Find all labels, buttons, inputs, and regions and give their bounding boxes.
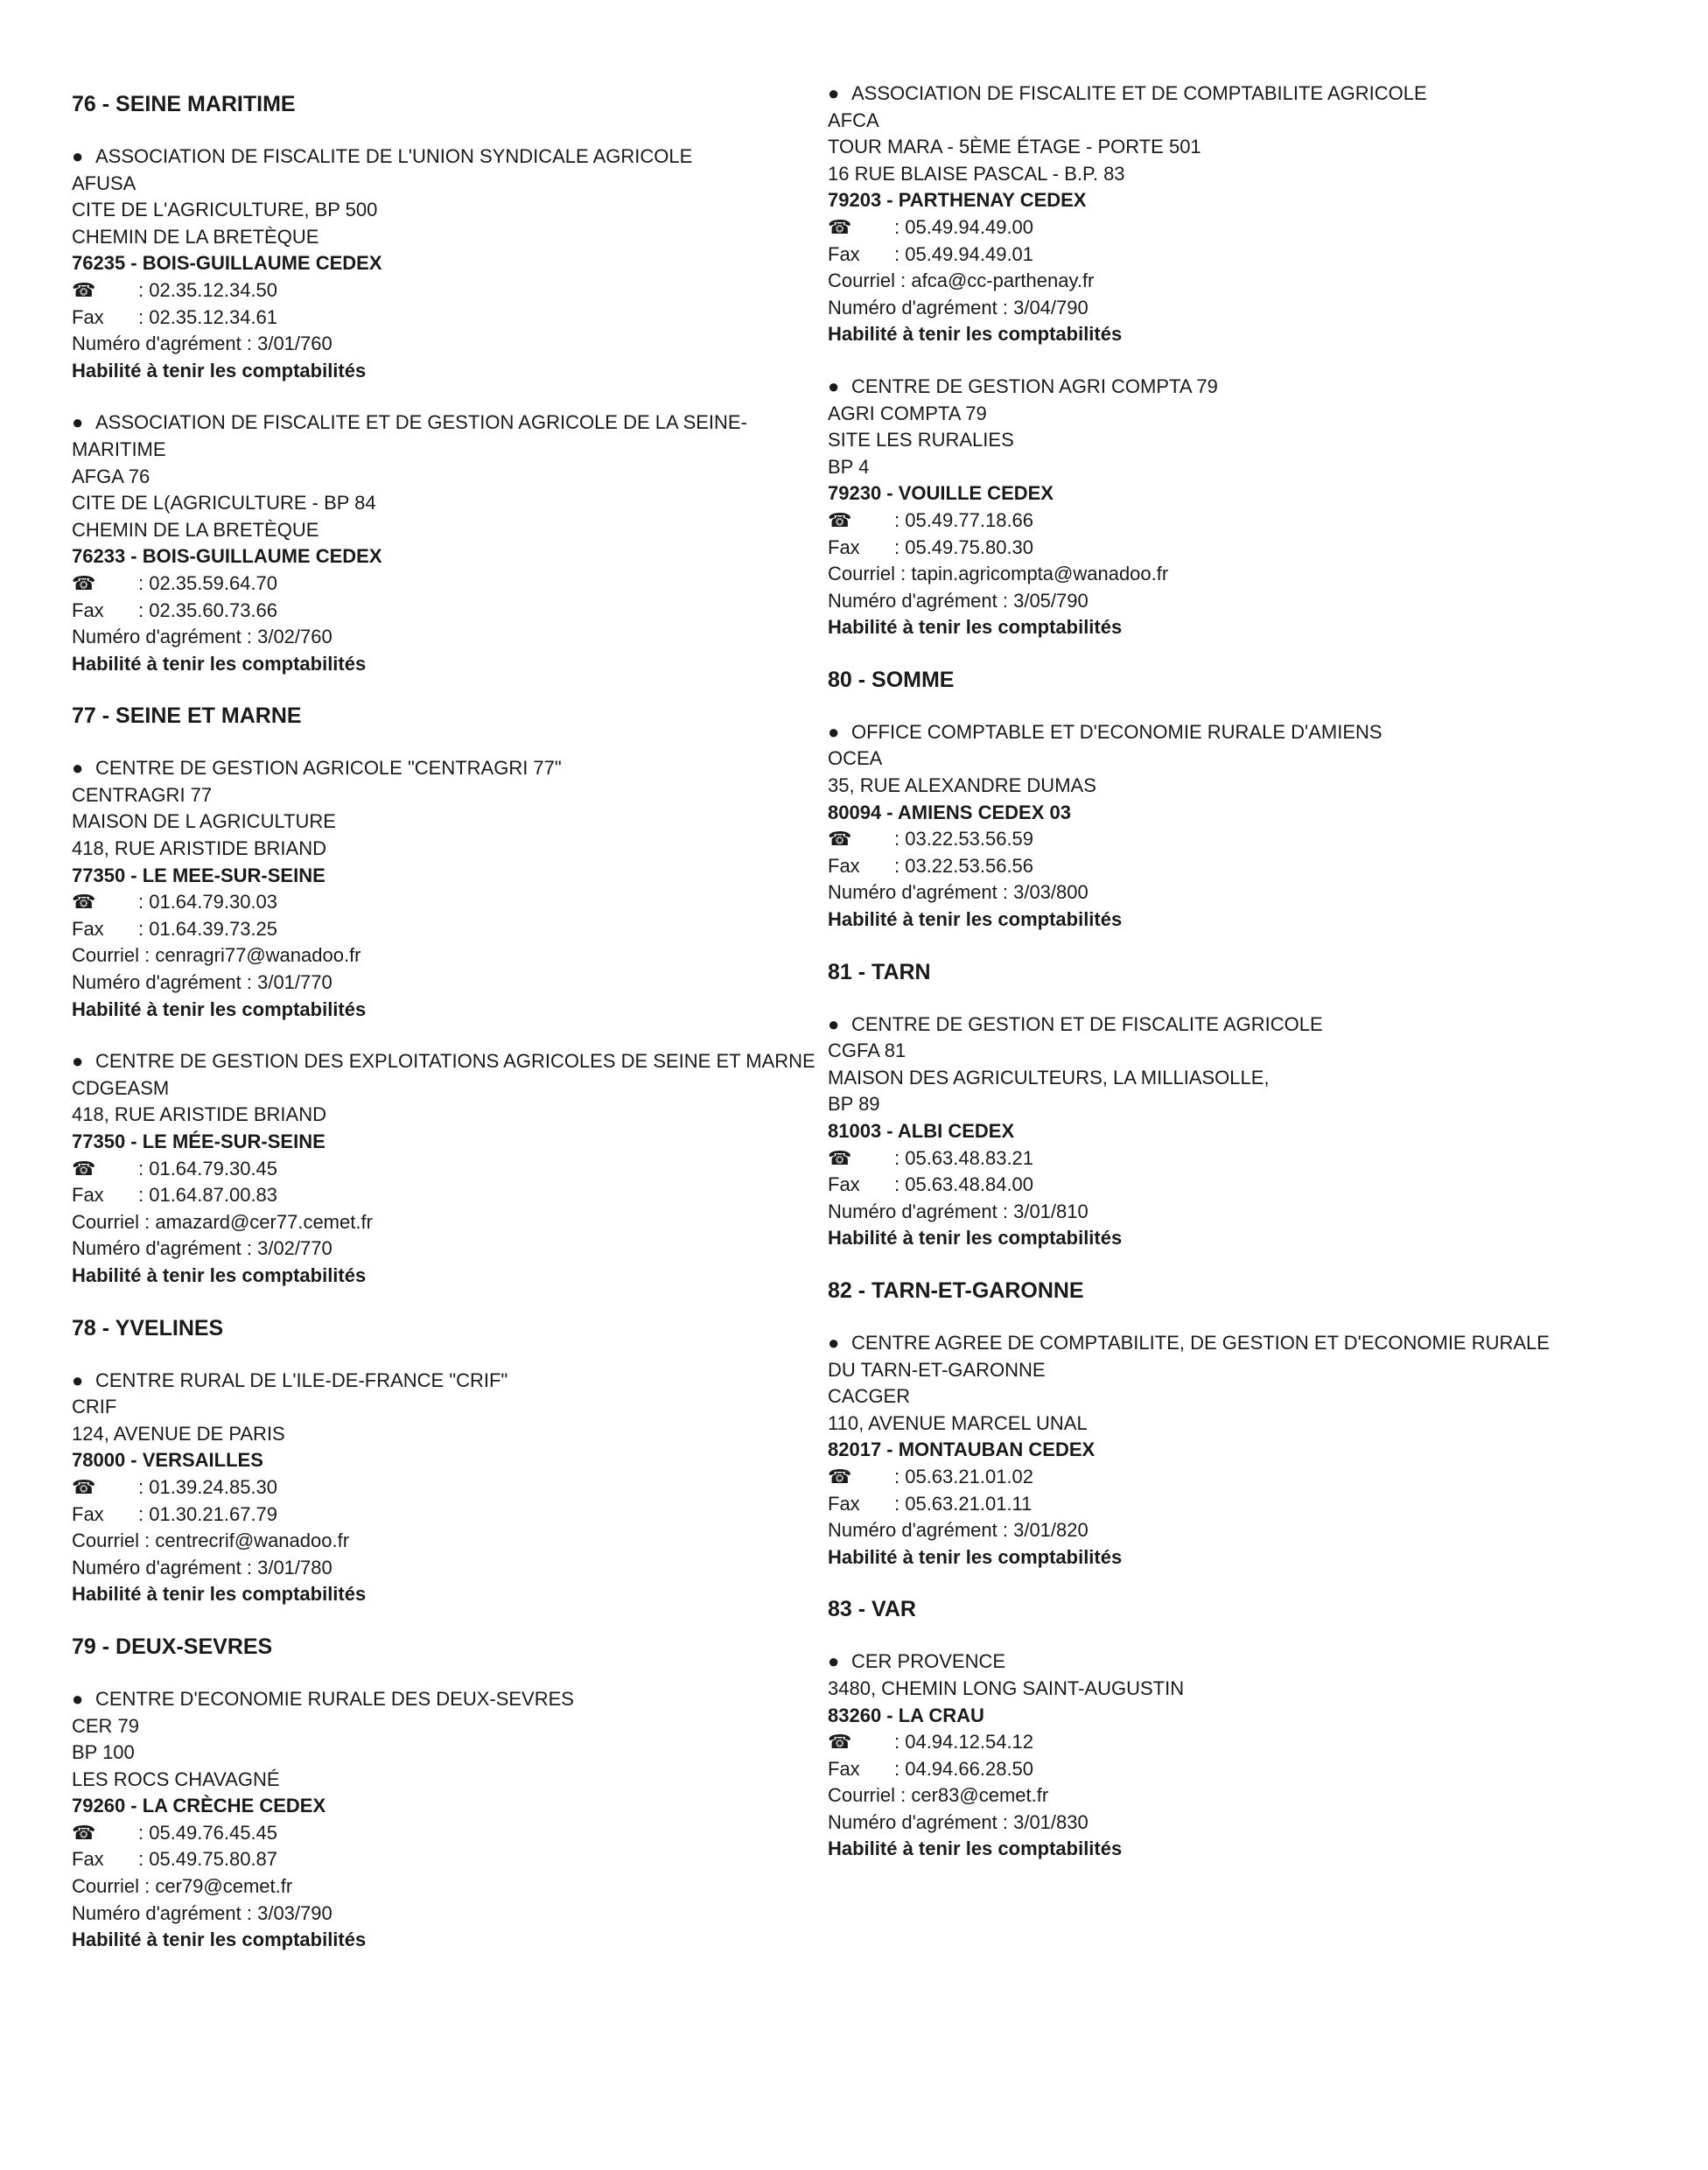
agrement-number: 3/02/760: [257, 626, 332, 648]
phone-number: : 01.39.24.85.30: [138, 1475, 278, 1498]
email-address[interactable]: tapin.agricompta@wanadoo.fr: [911, 563, 1169, 585]
department-heading: 80 - SOMME: [828, 667, 955, 692]
organization-name: [72, 1368, 816, 1395]
bullet-icon: ●: [72, 411, 84, 434]
organization-name: [828, 374, 1572, 401]
organization-name-text: ASSOCIATION DE FISCALITE ET DE COMPTABILITE AGRICOLE: [851, 82, 1427, 104]
organization-entry: [72, 1048, 816, 1289]
fax-label: Fax: [72, 1184, 104, 1207]
address-line: MAISON DE L AGRICULTURE: [72, 810, 336, 833]
department-section: [72, 1315, 816, 1608]
agrement-number: 3/01/830: [1013, 1810, 1088, 1833]
agrement-label: Numéro d'agrément :: [828, 881, 1008, 904]
agrement-number: 3/02/770: [257, 1237, 332, 1260]
address-line: MAISON DES AGRICULTEURS, LA MILLIASOLLE,: [828, 1066, 1270, 1088]
phone-icon: ☎: [72, 1157, 96, 1180]
organization-name: [72, 410, 816, 463]
fax-number: : 05.49.75.80.30: [894, 536, 1034, 558]
postal-city: 83260 - LA CRAU: [828, 1704, 984, 1726]
agrement-label: Numéro d'agrément :: [72, 971, 252, 994]
email-line: [828, 561, 1572, 588]
postal-city: 79260 - LA CRÈCHE CEDEX: [72, 1795, 326, 1817]
postal-city: 79203 - PARTHENAY CEDEX: [828, 189, 1087, 212]
department-section: [72, 91, 816, 677]
agrement-label: Numéro d'agrément :: [828, 296, 1008, 318]
fax-line: [828, 1172, 1572, 1199]
agrement-number: 3/01/760: [257, 332, 332, 355]
bullet-icon: ●: [828, 1650, 840, 1673]
phone-line: [828, 508, 1572, 535]
address-line: TOUR MARA - 5ÈME ÉTAGE - PORTE 501: [828, 136, 1201, 158]
organization-entry: [828, 1012, 1572, 1252]
department-section: [72, 1634, 816, 1954]
habilite-statement: Habilité à tenir les comptabilités: [72, 1928, 367, 1951]
habilite-statement: Habilité à tenir les comptabilités: [828, 323, 1123, 346]
postal-city: 81003 - ALBI CEDEX: [828, 1120, 1015, 1142]
agrement-label: Numéro d'agrément :: [828, 1519, 1008, 1542]
organization-name-text: CER PROVENCE: [851, 1650, 1006, 1673]
address-lines: [72, 464, 816, 544]
organization-entry: [828, 1648, 1572, 1863]
address-lines: [828, 1038, 1572, 1118]
address-line: 124, AVENUE DE PARIS: [72, 1422, 285, 1445]
address-lines: [72, 1075, 816, 1129]
department-section: [828, 1596, 1572, 1863]
fax-line: [828, 535, 1572, 562]
postal-city: 79230 - VOUILLE CEDEX: [828, 482, 1054, 505]
organization-entry: [828, 1330, 1572, 1571]
address-line: 35, RUE ALEXANDRE DUMAS: [828, 774, 1096, 797]
agrement-label: Numéro d'agrément :: [72, 1237, 252, 1260]
email-label: Courriel :: [72, 1530, 150, 1552]
habilite-statement: Habilité à tenir les comptabilités: [828, 908, 1123, 931]
fax-number: : 02.35.12.34.61: [138, 305, 278, 328]
phone-icon: ☎: [828, 508, 852, 531]
department-section: [828, 959, 1572, 1252]
postal-city: 76235 - BOIS-GUILLAUME CEDEX: [72, 252, 382, 275]
agrement-line: [72, 1900, 816, 1928]
entries-list: [828, 1330, 1572, 1571]
bullet-icon: ●: [828, 374, 840, 397]
phone-icon: ☎: [72, 891, 96, 914]
fax-label: Fax: [828, 1173, 860, 1196]
phone-number: : 05.63.21.01.02: [894, 1465, 1034, 1488]
fax-label: Fax: [828, 1757, 860, 1780]
agrement-line: [828, 1199, 1572, 1226]
fax-line: [72, 1502, 816, 1529]
fax-line: [828, 1491, 1572, 1518]
habilite-statement: Habilité à tenir les comptabilités: [828, 616, 1123, 639]
address-line: BP 4: [828, 455, 870, 478]
entries-list: [828, 80, 1572, 641]
address-line: 110, AVENUE MARCEL UNAL: [828, 1411, 1088, 1434]
phone-line: [72, 277, 816, 304]
organization-name: [72, 144, 816, 171]
agrement-line: [72, 624, 816, 651]
fax-line: [828, 853, 1572, 880]
address-line: AFGA 76: [72, 465, 150, 487]
address-line: AGRI COMPTA 79: [828, 402, 987, 424]
habilite-statement: Habilité à tenir les comptabilités: [72, 652, 367, 675]
phone-number: : 02.35.59.64.70: [138, 571, 278, 594]
phone-icon: ☎: [828, 1731, 852, 1754]
phone-icon: ☎: [72, 278, 96, 301]
email-address[interactable]: cenragri77@wanadoo.fr: [155, 944, 361, 967]
organization-entry: [72, 1686, 816, 1954]
email-line: [72, 1528, 816, 1555]
phone-line: [828, 214, 1572, 242]
phone-line: [828, 826, 1572, 853]
fax-line: [72, 916, 816, 943]
organization-entry: [828, 80, 1572, 348]
habilite-statement: Habilité à tenir les comptabilités: [828, 1545, 1123, 1568]
entries-list: [828, 1648, 1572, 1863]
entries-list: [828, 719, 1572, 934]
fax-number: : 03.22.53.56.56: [894, 854, 1034, 877]
postal-city: 76233 - BOIS-GUILLAUME CEDEX: [72, 545, 382, 568]
right-column: [828, 80, 1572, 1888]
email-address[interactable]: cer83@cemet.fr: [911, 1784, 1049, 1807]
department-heading: 79 - DEUX-SEVRES: [72, 1634, 273, 1659]
fax-label: Fax: [72, 1502, 104, 1525]
email-address[interactable]: afca@cc-parthenay.fr: [911, 270, 1095, 292]
organization-name-text: CENTRE RURAL DE L'ILE-DE-FRANCE "CRIF": [95, 1368, 508, 1391]
fax-number: : 05.63.21.01.11: [894, 1492, 1032, 1515]
postal-city: 77350 - LE MEE-SUR-SEINE: [72, 864, 326, 886]
agrement-line: [828, 588, 1572, 615]
agrement-number: 3/05/790: [1013, 589, 1088, 612]
email-label: Courriel :: [72, 944, 150, 967]
email-label: Courriel :: [828, 1784, 906, 1807]
address-lines: [828, 746, 1572, 799]
bullet-icon: ●: [72, 1368, 84, 1391]
habilite-statement: Habilité à tenir les comptabilités: [828, 1838, 1123, 1860]
agrement-line: [828, 879, 1572, 906]
fax-number: : 01.30.21.67.79: [138, 1502, 278, 1525]
address-line: CITE DE L'AGRICULTURE, BP 500: [72, 199, 378, 221]
email-line: [828, 1782, 1572, 1810]
address-lines: [828, 108, 1572, 188]
agrement-line: [828, 295, 1572, 322]
fax-line: [828, 242, 1572, 269]
agrement-line: [828, 1517, 1572, 1544]
address-line: CHEMIN DE LA BRETÈQUE: [72, 225, 319, 248]
entries-list: [72, 755, 816, 1289]
agrement-number: 3/01/780: [257, 1556, 332, 1578]
email-address[interactable]: centrecrif@wanadoo.fr: [155, 1530, 350, 1552]
address-lines: [828, 1383, 1572, 1437]
fax-label: Fax: [828, 536, 860, 558]
organization-name-text: ASSOCIATION DE FISCALITE DE L'UNION SYNDICALE AGRICOLE: [95, 145, 693, 167]
address-line: 16 RUE BLAISE PASCAL - B.P. 83: [828, 162, 1125, 185]
department-section: [72, 703, 816, 1289]
agrement-line: [72, 970, 816, 997]
fax-label: Fax: [72, 917, 104, 940]
habilite-statement: Habilité à tenir les comptabilités: [828, 1227, 1123, 1250]
phone-icon: ☎: [828, 1465, 852, 1488]
organization-name: [828, 80, 1572, 108]
department-heading: 76 - SEINE MARITIME: [72, 92, 296, 116]
agrement-label: Numéro d'agrément :: [828, 589, 1008, 612]
email-address[interactable]: amazard@cer77.cemet.fr: [155, 1210, 373, 1233]
agrement-number: 3/01/820: [1013, 1519, 1088, 1542]
address-line: AFCA: [828, 108, 879, 131]
phone-line: [828, 1729, 1572, 1756]
fax-label: Fax: [72, 1848, 104, 1871]
address-line: CHEMIN DE LA BRETÈQUE: [72, 518, 319, 541]
left-column: [72, 80, 816, 1979]
email-line: [828, 268, 1572, 295]
agrement-number: 3/01/810: [1013, 1200, 1088, 1222]
phone-line: [828, 1145, 1572, 1172]
department-section: [828, 1278, 1572, 1571]
address-lines: [828, 1676, 1572, 1703]
phone-icon: ☎: [828, 828, 852, 850]
address-line: 3480, CHEMIN LONG SAINT-AUGUSTIN: [828, 1676, 1185, 1699]
agrement-line: [72, 1236, 816, 1263]
organization-name: [828, 1330, 1572, 1383]
bullet-icon: ●: [72, 1687, 84, 1710]
bullet-icon: ●: [72, 1050, 84, 1073]
department-heading: 83 - VAR: [828, 1597, 916, 1622]
postal-city: 82017 - MONTAUBAN CEDEX: [828, 1438, 1096, 1461]
address-line: CENTRAGRI 77: [72, 783, 213, 806]
address-line: CRIF: [72, 1396, 117, 1418]
address-line: CER 79: [72, 1714, 140, 1737]
agrement-label: Numéro d'agrément :: [72, 332, 252, 355]
phone-icon: ☎: [828, 215, 852, 238]
organization-name-text: ASSOCIATION DE FISCALITE ET DE GESTION AGRICOLE DE LA SEINE-MARITIME: [72, 411, 747, 460]
organization-entry: [72, 755, 816, 1023]
agrement-number: 3/03/790: [257, 1901, 332, 1924]
phone-line: [828, 1464, 1572, 1491]
postal-city: 77350 - LE MÉE-SUR-SEINE: [72, 1130, 326, 1152]
fax-label: Fax: [72, 305, 104, 328]
agrement-label: Numéro d'agrément :: [828, 1200, 1008, 1222]
email-line: [72, 942, 816, 970]
phone-icon: ☎: [72, 1475, 96, 1498]
address-lines: [72, 1394, 816, 1447]
fax-line: [72, 304, 816, 332]
phone-line: [72, 889, 816, 916]
organization-name-text: CENTRE AGREE DE COMPTABILITE, DE GESTION ET D'ECONOMIE RURALE DU TARN-ET-GARONNE: [828, 1331, 1550, 1381]
organization-name: [72, 755, 816, 782]
fax-number: : 05.49.75.80.87: [138, 1848, 278, 1871]
address-line: CDGEASM: [72, 1076, 170, 1099]
phone-number: : 01.64.79.30.45: [138, 1157, 278, 1180]
organization-name: [72, 1686, 816, 1713]
entries-list: [72, 1686, 816, 1954]
phone-number: : 05.49.76.45.45: [138, 1821, 278, 1844]
address-line: LES ROCS CHAVAGNÉ: [72, 1768, 280, 1790]
email-line: [72, 1873, 816, 1900]
habilite-statement: Habilité à tenir les comptabilités: [72, 359, 367, 382]
address-line: 418, RUE ARISTIDE BRIAND: [72, 1103, 326, 1126]
agrement-line: [828, 1810, 1572, 1837]
email-label: Courriel :: [828, 270, 906, 292]
organization-name: [828, 719, 1572, 746]
fax-label: Fax: [828, 854, 860, 877]
fax-number: : 01.64.39.73.25: [138, 917, 278, 940]
address-line: CGFA 81: [828, 1040, 906, 1062]
phone-line: [72, 1156, 816, 1183]
fax-line: [828, 1756, 1572, 1783]
organization-name-text: CENTRE D'ECONOMIE RURALE DES DEUX-SEVRES: [95, 1687, 574, 1710]
address-lines: [72, 171, 816, 251]
address-line: CITE DE L(AGRICULTURE - BP 84: [72, 492, 376, 514]
address-lines: [828, 401, 1572, 481]
postal-city: 78000 - VERSAILLES: [72, 1449, 263, 1472]
habilite-statement: Habilité à tenir les comptabilités: [72, 1264, 367, 1286]
fax-label: Fax: [828, 1492, 860, 1515]
fax-label: Fax: [828, 242, 860, 265]
address-line: SITE LES RURALIES: [828, 429, 1014, 452]
entries-list: [72, 1368, 816, 1608]
agrement-label: Numéro d'agrément :: [72, 1901, 252, 1924]
postal-city: 80094 - AMIENS CEDEX 03: [828, 801, 1071, 823]
department-heading: 77 - SEINE ET MARNE: [72, 704, 302, 729]
organization-name: [828, 1012, 1572, 1039]
department-heading: 78 - YVELINES: [72, 1315, 224, 1340]
fax-number: : 05.63.48.84.00: [894, 1173, 1034, 1196]
phone-number: : 04.94.12.54.12: [894, 1731, 1034, 1754]
agrement-label: Numéro d'agrément :: [72, 626, 252, 648]
phone-line: [72, 1820, 816, 1847]
phone-line: [72, 1474, 816, 1502]
organization-name-text: OFFICE COMPTABLE ET D'ECONOMIE RURALE D'AMIENS: [851, 720, 1382, 743]
organization-entry: [72, 410, 816, 677]
organization-name-text: CENTRE DE GESTION AGRI COMPTA 79: [851, 374, 1218, 397]
email-label: Courriel :: [828, 563, 906, 585]
bullet-icon: ●: [828, 1331, 840, 1354]
address-lines: [72, 1713, 816, 1794]
agrement-label: Numéro d'agrément :: [828, 1810, 1008, 1833]
organization-name: [828, 1648, 1572, 1676]
habilite-statement: Habilité à tenir les comptabilités: [72, 1583, 367, 1606]
agrement-line: [72, 1555, 816, 1582]
address-line: AFUSA: [72, 172, 136, 194]
bullet-icon: ●: [72, 757, 84, 780]
organization-entry: [828, 374, 1572, 641]
agrement-number: 3/01/770: [257, 971, 332, 994]
bullet-icon: ●: [828, 1012, 840, 1035]
entries-list: [72, 144, 816, 677]
email-address[interactable]: cer79@cemet.fr: [155, 1875, 293, 1898]
entries-list: [828, 1012, 1572, 1252]
organization-entry: [72, 1368, 816, 1608]
agrement-number: 3/03/800: [1013, 881, 1088, 904]
organization-name: [72, 1048, 816, 1075]
phone-icon: ☎: [72, 1821, 96, 1844]
fax-line: [72, 1182, 816, 1209]
agrement-number: 3/04/790: [1013, 296, 1088, 318]
email-line: [72, 1209, 816, 1236]
fax-number: : 05.49.94.49.01: [894, 242, 1034, 265]
address-line: BP 100: [72, 1741, 135, 1764]
email-label: Courriel :: [72, 1875, 150, 1898]
department-heading: 82 - TARN-ET-GARONNE: [828, 1278, 1084, 1303]
email-label: Courriel :: [72, 1210, 150, 1233]
fax-line: [72, 598, 816, 625]
address-lines: [72, 782, 816, 863]
phone-icon: ☎: [72, 571, 96, 594]
fax-number: : 01.64.87.00.83: [138, 1184, 278, 1207]
phone-number: : 05.63.48.83.21: [894, 1146, 1034, 1169]
organization-name-text: CENTRE DE GESTION ET DE FISCALITE AGRICOLE: [851, 1012, 1323, 1035]
agrement-label: Numéro d'agrément :: [72, 1556, 252, 1578]
department-heading: 81 - TARN: [828, 959, 931, 984]
phone-icon: ☎: [828, 1146, 852, 1169]
department-section: [828, 667, 1572, 934]
phone-line: [72, 570, 816, 598]
fax-number: : 02.35.60.73.66: [138, 598, 278, 621]
habilite-statement: Habilité à tenir les comptabilités: [72, 998, 367, 1020]
phone-number: : 02.35.12.34.50: [138, 278, 278, 301]
organization-entry: [828, 719, 1572, 934]
address-line: OCEA: [828, 747, 883, 770]
address-line: CACGER: [828, 1385, 911, 1408]
bullet-icon: ●: [828, 82, 840, 104]
department-section: [828, 80, 1572, 641]
organization-entry: [72, 144, 816, 384]
phone-number: : 01.64.79.30.03: [138, 891, 278, 914]
phone-number: : 05.49.94.49.00: [894, 215, 1034, 238]
fax-number: : 04.94.66.28.50: [894, 1757, 1034, 1780]
fax-line: [72, 1846, 816, 1873]
phone-number: : 03.22.53.56.59: [894, 828, 1034, 850]
agrement-line: [72, 331, 816, 358]
bullet-icon: ●: [72, 145, 84, 167]
organization-name-text: CENTRE DE GESTION DES EXPLOITATIONS AGRICOLES DE SEINE ET MARNE: [95, 1050, 816, 1073]
address-line: 418, RUE ARISTIDE BRIAND: [72, 837, 326, 860]
phone-number: : 05.49.77.18.66: [894, 508, 1034, 531]
organization-name-text: CENTRE DE GESTION AGRICOLE "CENTRAGRI 77": [95, 757, 562, 780]
fax-label: Fax: [72, 598, 104, 621]
address-line: BP 89: [828, 1093, 880, 1116]
bullet-icon: ●: [828, 720, 840, 743]
